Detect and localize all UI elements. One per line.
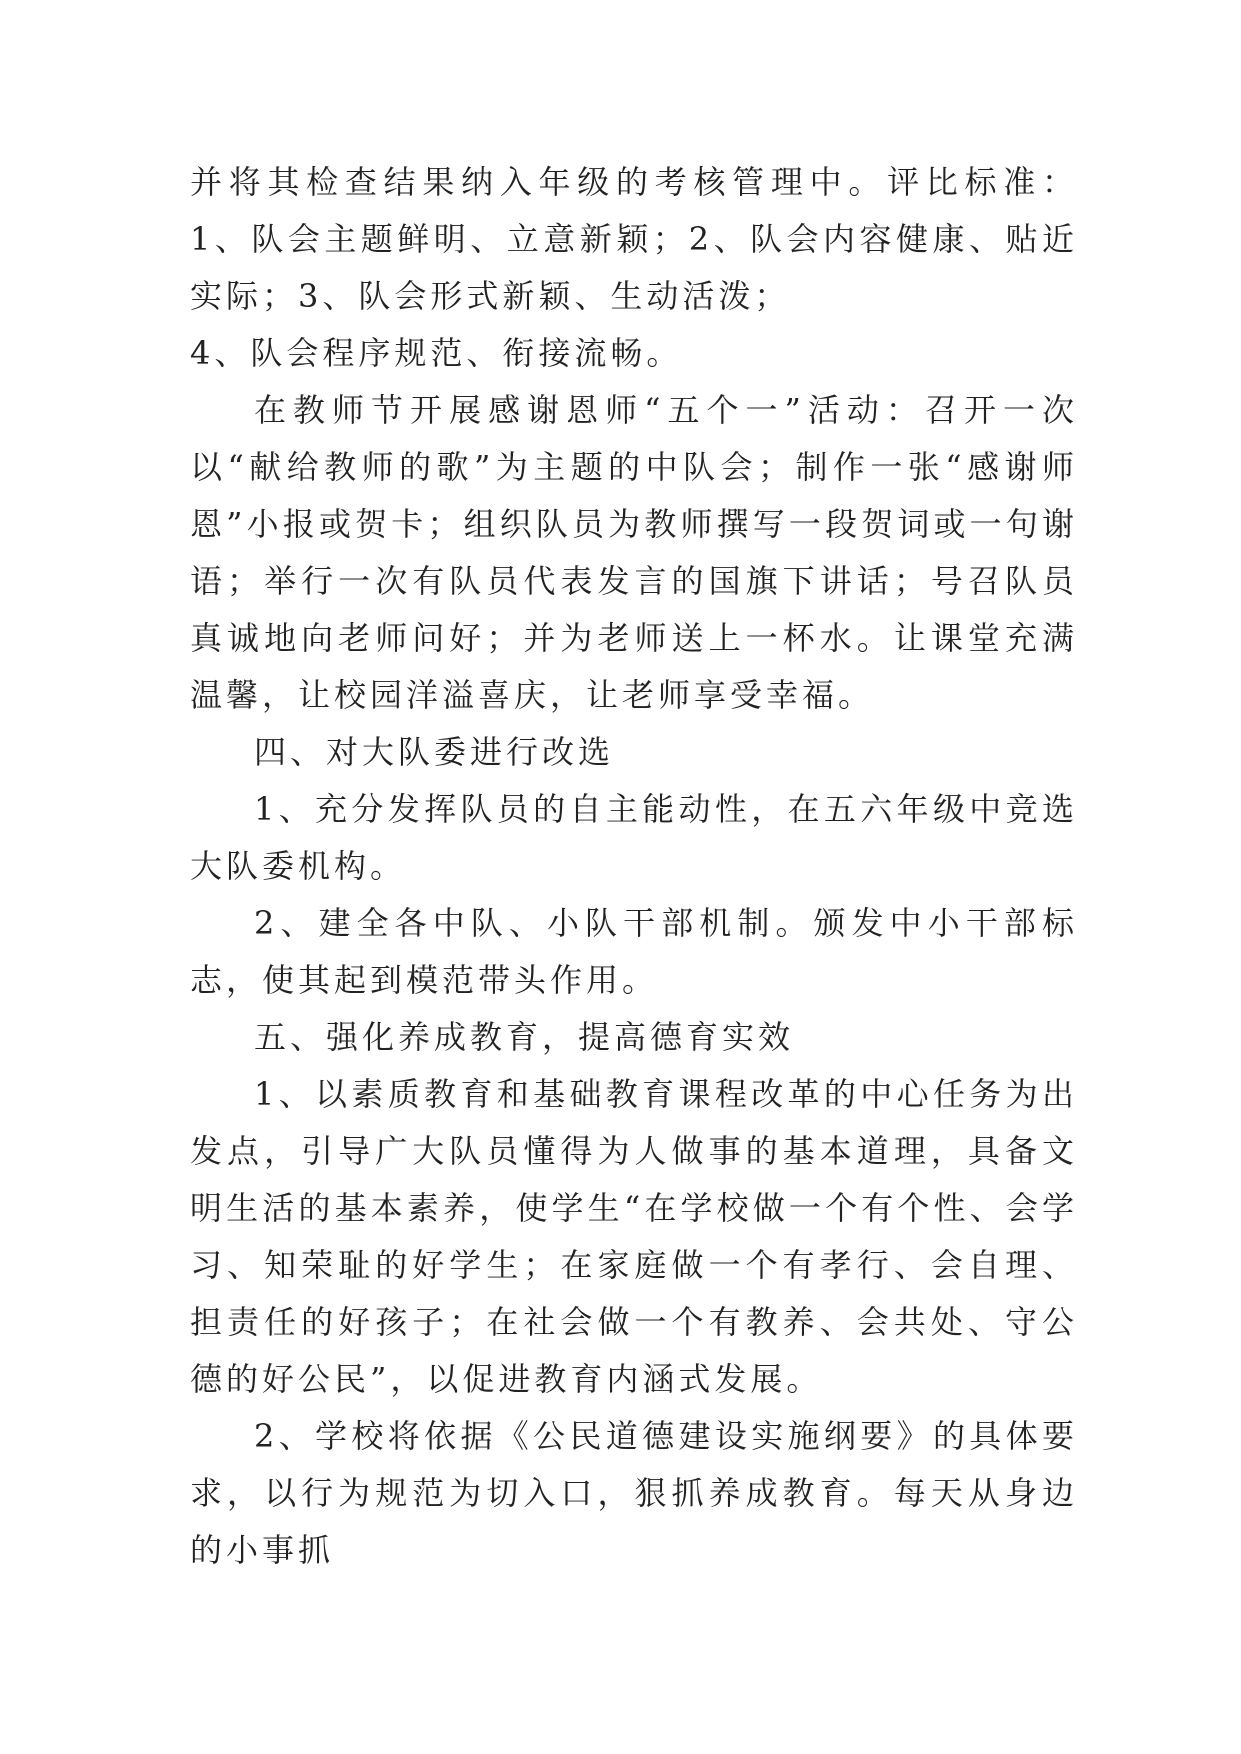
section-heading: 四、对大队委进行改选 <box>254 733 615 771</box>
paragraph: 2、学校将依据《公民道德建设实施纲要》的具体要求，以行为规范为切入口，狠抓养成教育。每天从身边的小事抓 <box>190 1417 1078 1569</box>
paragraph: 并将其检查结果纳入年级的考核管理中。评比标准：1、队会主题鲜明、立意新颖；2、队会内容健康、贴近实际；3、队会形式新颖、生动活泼； <box>190 163 1078 315</box>
section-heading: 五、强化养成教育，提高德育实效 <box>254 1018 795 1056</box>
paragraph: 1、充分发挥队员的自主能动性，在五六年级中竞选大队委机构。 <box>190 790 1078 885</box>
paragraph: 2、建全各中队、小队干部机制。颁发中小干部标志，使其起到模范带头作用。 <box>190 904 1078 999</box>
paragraph: 4、队会程序规范、衔接流畅。 <box>190 334 683 372</box>
paragraph: 在教师节开展感谢恩师“五个一”活动：召开一次以“献给教师的歌”为主题的中队会；制作一张“感谢师恩”小报或贺卡；组织队员为教师撰写一段贺词或一句谢语；举行一次有队员代表发言的国旗下讲话；号召队员真诚地向老师问好；并为老师送上一杯水。让课堂充满温馨，让校园洋溢喜庆，让老师享受幸福。 <box>190 391 1078 714</box>
paragraph: 1、以素质教育和基础教育课程改革的中心任务为出发点，引导广大队员懂得为人做事的基本道理，具备文明生活的基本素养，使学生“在学校做一个有个性、会学习、知荣耻的好学生；在家庭做一个有孝行、会自理、担责任的好孩子；在社会做一个有教养、会共处、守公德的好公民”，以促进教育内涵式发展。 <box>190 1075 1078 1398</box>
document-body <box>190 154 1078 1579</box>
